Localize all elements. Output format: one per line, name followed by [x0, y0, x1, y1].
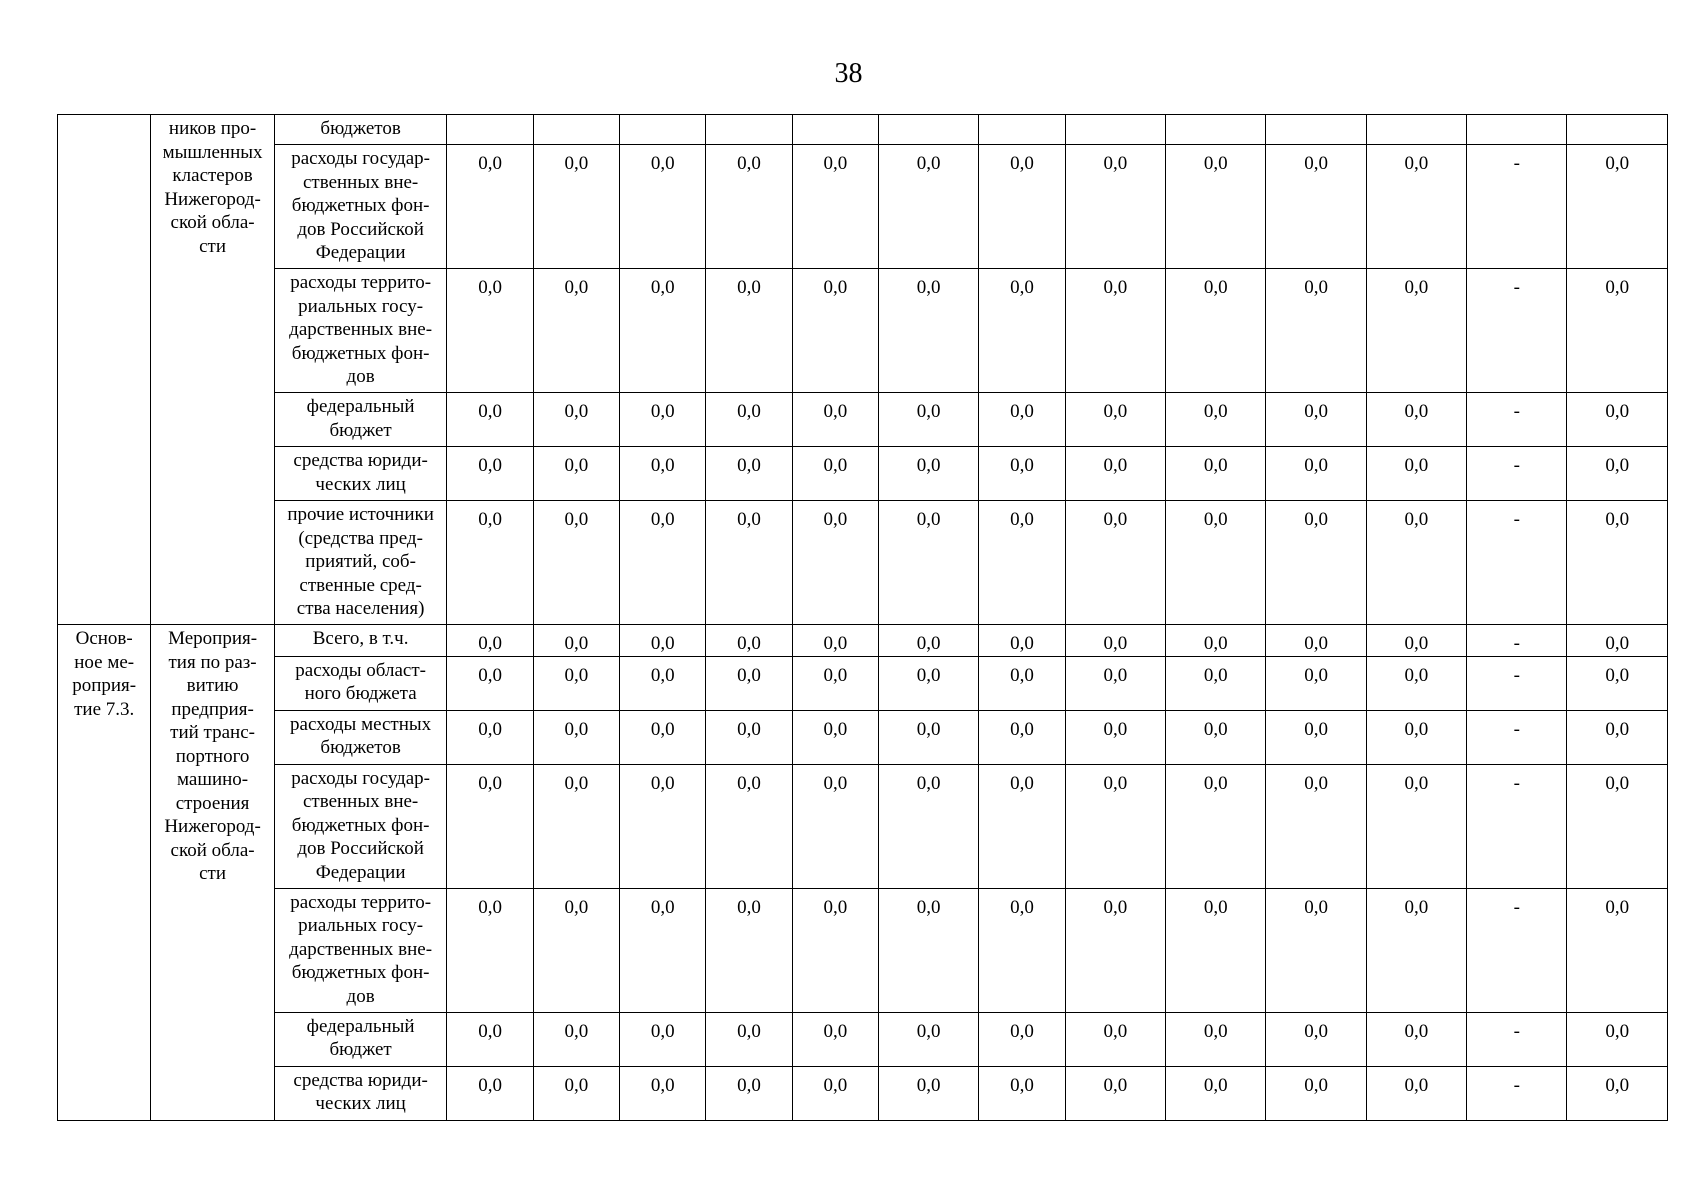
- value-cell: 0,0: [1366, 269, 1466, 393]
- table-row: [58, 447, 1668, 501]
- value-cell: 0,0: [1065, 393, 1165, 447]
- value-cell: 0,0: [447, 888, 533, 1012]
- value-cell: 0,0: [1166, 393, 1266, 447]
- value-cell: 0,0: [706, 625, 792, 657]
- value-cell: [1166, 115, 1266, 145]
- funding-source-text: бюджетов: [320, 118, 401, 139]
- value-cell: 0,0: [979, 1066, 1065, 1120]
- value-cell: 0,0: [1567, 501, 1668, 625]
- value-cell: 0,0: [1567, 888, 1668, 1012]
- value-cell: 0,0: [1065, 447, 1165, 501]
- value-cell: 0,0: [620, 393, 706, 447]
- table-row: [58, 625, 1668, 657]
- value-cell: [979, 115, 1065, 145]
- value-cell: 0,0: [706, 656, 792, 710]
- value-cell: 0,0: [979, 656, 1065, 710]
- funding-source-text: расходы област- ного бюджета: [295, 659, 426, 704]
- table-body: [58, 115, 1668, 1121]
- activity-number-text: Основ- ное ме- роприя- тие 7.3.: [72, 628, 137, 720]
- funding-source-cell: [274, 393, 447, 447]
- value-cell: 0,0: [447, 269, 533, 393]
- value-cell: [1266, 115, 1366, 145]
- value-cell: 0,0: [533, 1066, 619, 1120]
- funding-source-text: расходы местных бюджетов: [290, 713, 432, 758]
- value-cell: 0,0: [1065, 145, 1165, 269]
- value-cell: 0,0: [1166, 710, 1266, 764]
- value-cell: 0,0: [1567, 269, 1668, 393]
- value-cell: 0,0: [792, 1012, 878, 1066]
- value-cell: 0,0: [792, 625, 878, 657]
- value-cell: 0,0: [706, 888, 792, 1012]
- table-row: [58, 1066, 1668, 1120]
- value-cell: 0,0: [879, 447, 979, 501]
- table-row: [58, 710, 1668, 764]
- table-row: [58, 888, 1668, 1012]
- value-cell: 0,0: [879, 145, 979, 269]
- value-cell: 0,0: [1366, 1066, 1466, 1120]
- table-row: [58, 393, 1668, 447]
- table-row: [58, 269, 1668, 393]
- value-cell: 0,0: [879, 501, 979, 625]
- value-cell: 0,0: [447, 625, 533, 657]
- funding-source-cell: [274, 115, 447, 145]
- value-cell: 0,0: [1366, 710, 1466, 764]
- value-cell: -: [1467, 656, 1567, 710]
- value-cell: 0,0: [1166, 1066, 1266, 1120]
- funding-source-cell: [274, 764, 447, 888]
- value-cell: 0,0: [620, 625, 706, 657]
- value-cell: 0,0: [533, 145, 619, 269]
- value-cell: 0,0: [620, 447, 706, 501]
- value-cell: 0,0: [792, 145, 878, 269]
- funding-source-text: средства юриди- ческих лиц: [293, 1069, 428, 1114]
- value-cell: 0,0: [792, 1066, 878, 1120]
- funding-source-text: расходы государ- ственных вне- бюджетных фон- дов Российской Федерации: [291, 148, 430, 263]
- budget-table: [57, 114, 1668, 1121]
- value-cell: [792, 115, 878, 145]
- value-cell: 0,0: [792, 393, 878, 447]
- value-cell: 0,0: [979, 145, 1065, 269]
- value-cell: 0,0: [792, 656, 878, 710]
- value-cell: 0,0: [1266, 145, 1366, 269]
- value-cell: [879, 115, 979, 145]
- funding-source-cell: [274, 145, 447, 269]
- funding-source-cell: [274, 447, 447, 501]
- value-cell: 0,0: [1567, 393, 1668, 447]
- value-cell: 0,0: [1166, 888, 1266, 1012]
- value-cell: 0,0: [792, 501, 878, 625]
- value-cell: 0,0: [1567, 1066, 1668, 1120]
- value-cell: 0,0: [879, 1012, 979, 1066]
- table-row: [58, 115, 1668, 145]
- value-cell: 0,0: [879, 656, 979, 710]
- activity-name-text: ников про- мышленных кластеров Нижегород- ской обла- сти: [162, 118, 263, 257]
- value-cell: 0,0: [620, 501, 706, 625]
- value-cell: 0,0: [1567, 1012, 1668, 1066]
- value-cell: [1467, 115, 1567, 145]
- value-cell: 0,0: [1266, 1012, 1366, 1066]
- table-row: [58, 1012, 1668, 1066]
- table-row: [58, 501, 1668, 625]
- value-cell: 0,0: [706, 764, 792, 888]
- value-cell: 0,0: [620, 710, 706, 764]
- value-cell: 0,0: [620, 1012, 706, 1066]
- value-cell: 0,0: [879, 888, 979, 1012]
- value-cell: 0,0: [533, 393, 619, 447]
- funding-source-cell: [274, 1066, 447, 1120]
- value-cell: 0,0: [706, 447, 792, 501]
- value-cell: 0,0: [879, 393, 979, 447]
- funding-source-cell: [274, 888, 447, 1012]
- value-cell: 0,0: [979, 447, 1065, 501]
- value-cell: 0,0: [1366, 1012, 1466, 1066]
- value-cell: 0,0: [1266, 888, 1366, 1012]
- value-cell: 0,0: [1366, 656, 1466, 710]
- value-cell: 0,0: [1366, 625, 1466, 657]
- funding-source-text: расходы террито- риальных госу- дарственных вне- бюджетных фон- дов: [289, 272, 433, 387]
- value-cell: 0,0: [1567, 625, 1668, 657]
- value-cell: 0,0: [1166, 145, 1266, 269]
- value-cell: -: [1467, 393, 1567, 447]
- value-cell: 0,0: [1065, 888, 1165, 1012]
- table-row: [58, 145, 1668, 269]
- value-cell: 0,0: [1166, 269, 1266, 393]
- value-cell: 0,0: [533, 656, 619, 710]
- value-cell: 0,0: [1166, 447, 1266, 501]
- value-cell: -: [1467, 888, 1567, 1012]
- value-cell: [620, 115, 706, 145]
- value-cell: 0,0: [792, 710, 878, 764]
- value-cell: [706, 115, 792, 145]
- funding-source-cell: [274, 625, 447, 657]
- value-cell: 0,0: [1166, 501, 1266, 625]
- value-cell: 0,0: [1065, 1066, 1165, 1120]
- value-cell: 0,0: [792, 269, 878, 393]
- value-cell: 0,0: [979, 710, 1065, 764]
- value-cell: 0,0: [1366, 393, 1466, 447]
- value-cell: 0,0: [1266, 656, 1366, 710]
- value-cell: 0,0: [447, 764, 533, 888]
- value-cell: 0,0: [979, 888, 1065, 1012]
- value-cell: 0,0: [1567, 656, 1668, 710]
- value-cell: 0,0: [620, 145, 706, 269]
- value-cell: 0,0: [1567, 145, 1668, 269]
- value-cell: 0,0: [706, 710, 792, 764]
- value-cell: [447, 115, 533, 145]
- value-cell: 0,0: [706, 269, 792, 393]
- funding-source-text: средства юриди- ческих лиц: [293, 450, 428, 495]
- activity-name-text: Мероприя- тия по раз- витию предприя- тий транс- портного машино- строения Нижегород- ской обла- сти: [164, 628, 261, 884]
- value-cell: 0,0: [447, 501, 533, 625]
- value-cell: -: [1467, 145, 1567, 269]
- funding-source-cell: [274, 656, 447, 710]
- value-cell: 0,0: [447, 447, 533, 501]
- value-cell: 0,0: [1166, 764, 1266, 888]
- value-cell: 0,0: [879, 625, 979, 657]
- funding-source-cell: [274, 710, 447, 764]
- value-cell: 0,0: [447, 1012, 533, 1066]
- activity-number-cell: [58, 115, 151, 625]
- value-cell: 0,0: [620, 269, 706, 393]
- value-cell: 0,0: [1366, 888, 1466, 1012]
- funding-source-cell: [274, 1012, 447, 1066]
- value-cell: 0,0: [1366, 764, 1466, 888]
- value-cell: 0,0: [1266, 393, 1366, 447]
- value-cell: [1366, 115, 1466, 145]
- value-cell: -: [1467, 710, 1567, 764]
- value-cell: 0,0: [979, 764, 1065, 888]
- value-cell: 0,0: [533, 501, 619, 625]
- funding-source-text: Всего, в т.ч.: [312, 628, 409, 649]
- value-cell: 0,0: [1366, 501, 1466, 625]
- value-cell: 0,0: [620, 888, 706, 1012]
- value-cell: 0,0: [533, 1012, 619, 1066]
- value-cell: 0,0: [706, 1066, 792, 1120]
- value-cell: 0,0: [620, 1066, 706, 1120]
- value-cell: 0,0: [792, 764, 878, 888]
- value-cell: 0,0: [879, 710, 979, 764]
- value-cell: 0,0: [979, 625, 1065, 657]
- funding-source-text: прочие источники (средства пред- приятий, соб- ственные сред- ства населения): [287, 504, 434, 619]
- value-cell: 0,0: [533, 888, 619, 1012]
- value-cell: -: [1467, 1012, 1567, 1066]
- value-cell: 0,0: [979, 393, 1065, 447]
- value-cell: 0,0: [706, 393, 792, 447]
- value-cell: 0,0: [447, 656, 533, 710]
- value-cell: 0,0: [1266, 447, 1366, 501]
- value-cell: 0,0: [620, 764, 706, 888]
- value-cell: -: [1467, 269, 1567, 393]
- value-cell: 0,0: [1567, 710, 1668, 764]
- page-number: 38: [834, 58, 863, 89]
- value-cell: 0,0: [533, 625, 619, 657]
- value-cell: 0,0: [706, 145, 792, 269]
- value-cell: 0,0: [533, 269, 619, 393]
- value-cell: -: [1467, 447, 1567, 501]
- value-cell: -: [1467, 501, 1567, 625]
- value-cell: 0,0: [1065, 710, 1165, 764]
- value-cell: -: [1467, 625, 1567, 657]
- value-cell: 0,0: [1065, 269, 1165, 393]
- value-cell: 0,0: [1166, 1012, 1266, 1066]
- value-cell: 0,0: [1166, 656, 1266, 710]
- value-cell: 0,0: [1065, 625, 1165, 657]
- value-cell: 0,0: [447, 710, 533, 764]
- value-cell: -: [1467, 764, 1567, 888]
- activity-name-cell: [151, 115, 274, 625]
- value-cell: 0,0: [1266, 501, 1366, 625]
- value-cell: 0,0: [979, 1012, 1065, 1066]
- value-cell: 0,0: [879, 269, 979, 393]
- funding-source-text: расходы государ- ственных вне- бюджетных фон- дов Российской Федерации: [291, 767, 430, 883]
- value-cell: 0,0: [533, 710, 619, 764]
- value-cell: 0,0: [1366, 145, 1466, 269]
- value-cell: 0,0: [447, 1066, 533, 1120]
- value-cell: 0,0: [706, 1012, 792, 1066]
- value-cell: 0,0: [1567, 447, 1668, 501]
- value-cell: [1065, 115, 1165, 145]
- funding-source-cell: [274, 501, 447, 625]
- value-cell: 0,0: [447, 145, 533, 269]
- value-cell: 0,0: [447, 393, 533, 447]
- funding-source-cell: [274, 269, 447, 393]
- value-cell: 0,0: [1166, 625, 1266, 657]
- value-cell: 0,0: [533, 764, 619, 888]
- funding-source-text: федеральный бюджет: [306, 396, 415, 441]
- table-row: [58, 656, 1668, 710]
- value-cell: 0,0: [1266, 1066, 1366, 1120]
- value-cell: 0,0: [1567, 764, 1668, 888]
- activity-number-cell: [58, 625, 151, 1121]
- value-cell: 0,0: [620, 656, 706, 710]
- value-cell: 0,0: [1266, 764, 1366, 888]
- value-cell: 0,0: [792, 888, 878, 1012]
- value-cell: 0,0: [979, 501, 1065, 625]
- value-cell: 0,0: [879, 764, 979, 888]
- value-cell: 0,0: [879, 1066, 979, 1120]
- value-cell: 0,0: [1065, 656, 1165, 710]
- activity-name-cell: [151, 625, 274, 1121]
- value-cell: 0,0: [792, 447, 878, 501]
- value-cell: 0,0: [1065, 1012, 1165, 1066]
- value-cell: -: [1467, 1066, 1567, 1120]
- funding-source-text: расходы террито- риальных госу- дарственных вне- бюджетных фон- дов: [289, 891, 433, 1007]
- value-cell: 0,0: [533, 447, 619, 501]
- value-cell: 0,0: [706, 501, 792, 625]
- value-cell: 0,0: [1266, 710, 1366, 764]
- value-cell: 0,0: [1065, 764, 1165, 888]
- value-cell: 0,0: [1065, 501, 1165, 625]
- value-cell: 0,0: [979, 269, 1065, 393]
- value-cell: 0,0: [1366, 447, 1466, 501]
- funding-source-text: федеральный бюджет: [306, 1015, 415, 1060]
- table-row: [58, 764, 1668, 888]
- value-cell: 0,0: [1266, 269, 1366, 393]
- value-cell: 0,0: [1266, 625, 1366, 657]
- value-cell: [533, 115, 619, 145]
- value-cell: [1567, 115, 1668, 145]
